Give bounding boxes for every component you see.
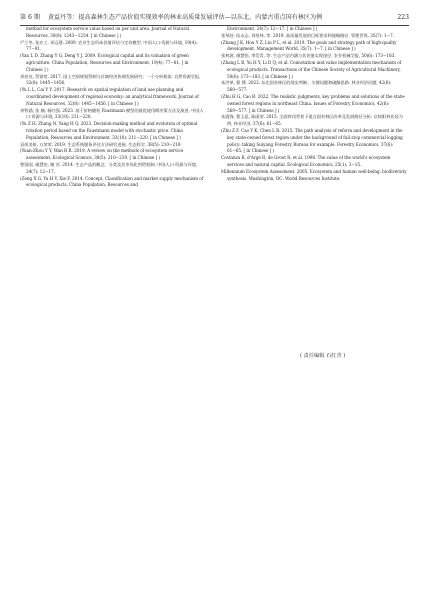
reference-entry: Millennium Ecosystem Assessment. 2005. Ecosystem and human well-being: biodiversity synthesis. Washington, DC: World Resources Institute. <box>221 169 407 182</box>
reference-entry: Costanza R, d'Arge R, de Groot R, et al. 1998. The value of the world's ecosystem services and natural capital. Ecological Economics, 25(1): 3−15. <box>221 156 391 168</box>
reference-entry: (Yan L D, Zhang Y G, Deng Y J. 2009. Ecological capital and its valuation of green agriculture. China Population, Resources and Environment, 19(4): 77−81. [ in Chinese ] ) <box>20 54 189 73</box>
reference-entry: 严立冬, 张亦工, 邓远建. 2009. 农业生态资本价值评估与定价模型. 中国人口·资源与环境, 19(4): 77−81. <box>20 40 198 53</box>
page-number: 223 <box>397 14 409 21</box>
reference-entry: (Zhang L B, Yu H Y, Li D Q, et al. Connotation and value implementation mechanism of ecological products. Transactions of the Chinese Society of Agricultural Machinery, 50(6): 173−183. [ in Chinese ] ) <box>221 60 402 80</box>
reference-entry: (Zhu Z F, Cao Y K, Chen L R. 2015. The path analysis of reform and development in the key state-owned forest region under the background of full stop commercial logging policy: taking Suiyang Forestry Bureau for example. Forestry Economics, 37(6): 61−65. [ in Chinese ] ) <box>221 128 403 155</box>
reference-entry: (Yu Z H, Zhang N, Yang H Q. 2023. Decision-making method and evolution of optimal rotation period based on the Faustmann model with stochastic price. China Population, Resources and Environment, 33(10): 211−220. [ in Chinese ] ) <box>20 122 198 141</box>
reference-entry: 朱震锋, 曹玉昆, 陈丽荣. 2015. 全面停伐背景下重点国有林区改革及发展路径分析: 以绥阳林业局为例. 林业经济, 37(6): 61−65. <box>221 115 403 128</box>
reference-entry: 曾贤刚, 虞慧怡, 谢 芳. 2014. 生态产品的概念、分类及其市场化供给机制. 中国人口·资源与环境, 24(7): 12−17. <box>20 162 198 175</box>
reference-entry: (Yu L L, Cai Y Y. 2017. Research on spatial regulation of land use planning and coordinated development of regional economy: an analytical framework. Journal of Natural Resources, 32(8): 1445−1456. [ in Chinese ] ) <box>20 88 199 107</box>
issue-number: 第 6 期 <box>20 14 40 21</box>
responsible-editor-note: ( 责任编辑 石红青 ) <box>300 353 346 359</box>
reference-entry: 张琴舒, 侯永志, 刘培林, 等. 2019. 高质量发展的目标要求和战略路径. 管理世界, 35(7): 1−7. <box>221 33 394 39</box>
references-column-left <box>20 27 206 190</box>
running-header <box>20 12 409 23</box>
reference-entry: Environment, 24(7): 12−17. [ in Chinese ] ) <box>227 27 318 32</box>
reference-entry: 余智涵, 张 楠, 杨红强. 2023. 基于价格随机 Faustmann 模型的最优轮伐期决策方法及演进. 中国人口·资源与环境, 33(10): 211−220. <box>20 108 204 121</box>
reference-entry: (Yuan-Zhou Y Y, Wan R R. 2019. A review on the methods of ecosystem service assessment. Ecological Science, 38(5): 210−219. [ in Chinese ] ) <box>20 149 184 162</box>
reference-entry: (Zhu H G, Cao B. 2022. The realistic judgments, key problems and solutions of the state-owned forest regions in northeast China. Issues of Forestry Economics, 42(6): 569−577. [ in Chinese ] ) <box>221 94 406 114</box>
reference-entry: 袁周炎妍, 万荣荣. 2019. 生态系统服务评估方法研究进展. 生态科学, 38(5): 210−219. <box>20 142 182 148</box>
reference-entry: (Zhang J K, Hou Y Z, Liu P L, et al. 2019. The goals and strategy path of high-quality development. Management World, 35(7): 1−7. [ in Chinese ] ) <box>221 40 397 53</box>
reference-entry: 余亮亮, 蔡银莺. 2017. 国土空间规划管制与区域经济协调发展研究：一个分析框架. 自然资源学报, 32(8): 1445−1456. <box>20 74 201 87</box>
reference-entry: 张林波, 虞慧怡, 李岱青, 等. 生态产品内涵与其价值实现途径. 农业机械学报, 50(6): 173−183. <box>221 54 396 60</box>
reference-entry: 朱洪革, 曹 博. 2022. 东北国有林区的现实判断、关键问题和破解思路. 林业经济问题, 42(6): 569−577. <box>221 81 392 94</box>
references-column-right <box>221 27 407 183</box>
reference-entry: (Zeng X G, Yu H Y, Xie F. 2014. Concept, Classification and market supply mechanism of ecological products. China Population, Resources and <box>20 176 204 189</box>
running-title: 黄益丹等：提高森林生态产品价值实现效率的林业高质量发展评估—以东北、内蒙古重点国有林区为例 <box>47 14 323 21</box>
reference-entry: method for ecosystem service value based on per unit area. Journal of Natural Resources, 30(8): 1243−1254. [ in Chinese ] ) <box>26 27 190 39</box>
header-rule <box>20 25 409 26</box>
